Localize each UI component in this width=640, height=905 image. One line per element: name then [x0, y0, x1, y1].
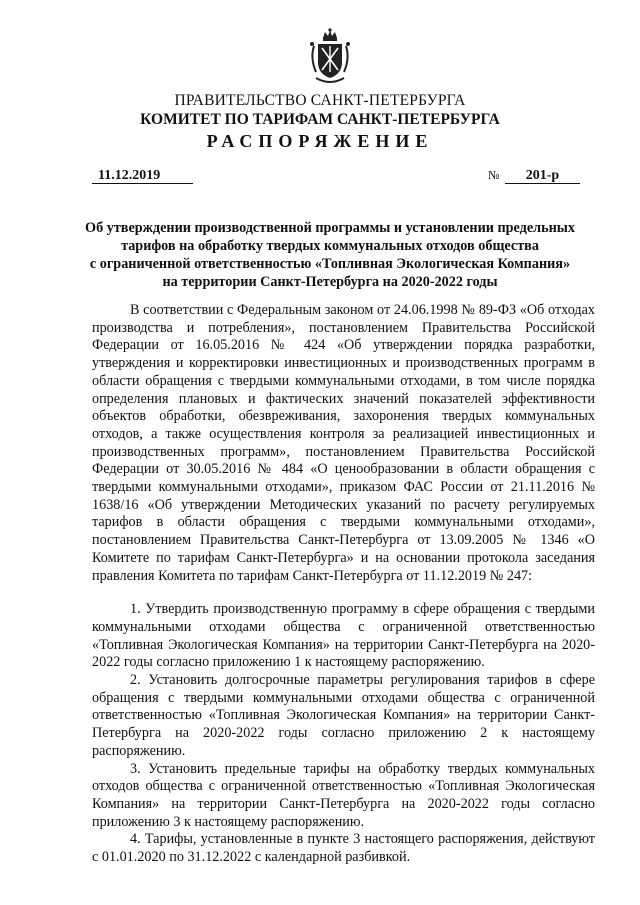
document-title [80, 219, 580, 291]
title-line: тарифов на обработку твердых коммунальных отходов общества [121, 238, 539, 254]
preamble-paragraph: В соответствии с Федеральным законом от 24.06.1998 № 89-ФЗ «Об отходах производства и потребления», постановлением Правительства Российской Федерации от 16.05.2016 № 424 «Об утверждении порядка разработки, утверждения и корректировки инвестиционных и производственных программ в области обращения с твердыми коммунальными отходами, в том числе порядка определения плановых и фактических значений показателей эффективности объектов обработки, обезвреживания, захоронения твердых коммунальных отходов, а также осуществления контроля за реализацией инвестиционных и производственных программ», постановлением Правительства Российской Федерации от 30.05.2016 № 484 «О ценообразовании в области обращения с твердыми коммунальными отходами», приказом ФАС России от 21.11.2016 № 1638/16 «Об утверждении Методических указаний по расчету регулируемых тарифов в области обращения с твердыми коммунальными отходами», постановлением Правительства Санкт-Петербурга от 13.09.2005 № 1346 «О Комитете по тарифам Санкт-Петербурга» и на основании протокола заседания правления Комитета по тарифам Санкт-Петербурга от 11.12.2019 № 247: [92, 302, 595, 584]
title-line: с ограниченной ответственностью «Топливная Экологическая Компания» [89, 256, 571, 272]
number-value: 201-р [505, 168, 580, 184]
coat-of-arms-icon [308, 28, 352, 86]
order-item-2: 2. Установить долгосрочные параметры регулирования тарифов в сфере обращения с твердыми коммунальными отходами общества с ограниченной ответственностью «Топливная Экологическая Компания» на территории Санкт-Петербурга на 2020-2022 годы согласно приложению 2 к настоящему распоряжению. [92, 672, 595, 759]
document-date: 11.12.2019 [92, 168, 193, 184]
document-type: РАСПОРЯЖЕНИЕ [206, 131, 434, 151]
order-item-1: 1. Утвердить производственную программу в сфере обращения с твердыми коммунальными отходами общества с ограниченной ответственностью «Топливная Экологическая Компания» на территории Санкт-Петербурга на 2020-2022 годы согласно приложению 1 к настоящему распоряжению. [92, 601, 595, 671]
order-item-3: 3. Установить предельные тарифы на обработку твердых коммунальных отходов общества с ограниченной ответственностью «Топливная Экологическая Компания» на территории Санкт-Петербурга на 2020-2022 годы согласно приложению 3 к настоящему распоряжению. [92, 760, 595, 830]
document-body [92, 302, 595, 867]
number-sign: № [488, 168, 500, 182]
title-line: на территории Санкт-Петербурга на 2020-2022 годы [162, 274, 498, 290]
document-number [488, 168, 580, 184]
order-item-4: 4. Тарифы, установленные в пункте 3 настоящего распоряжения, действуют с 01.01.2020 по 31.12.2022 с календарной разбивкой. [92, 831, 595, 866]
government-name: ПРАВИТЕЛЬСТВО САНКТ-ПЕТЕРБУРГА [174, 92, 466, 109]
title-line: Об утверждении производственной программы и установлении предельных [85, 220, 575, 236]
committee-name: КОМИТЕТ ПО ТАРИФАМ САНКТ-ПЕТЕРБУРГА [140, 111, 500, 128]
